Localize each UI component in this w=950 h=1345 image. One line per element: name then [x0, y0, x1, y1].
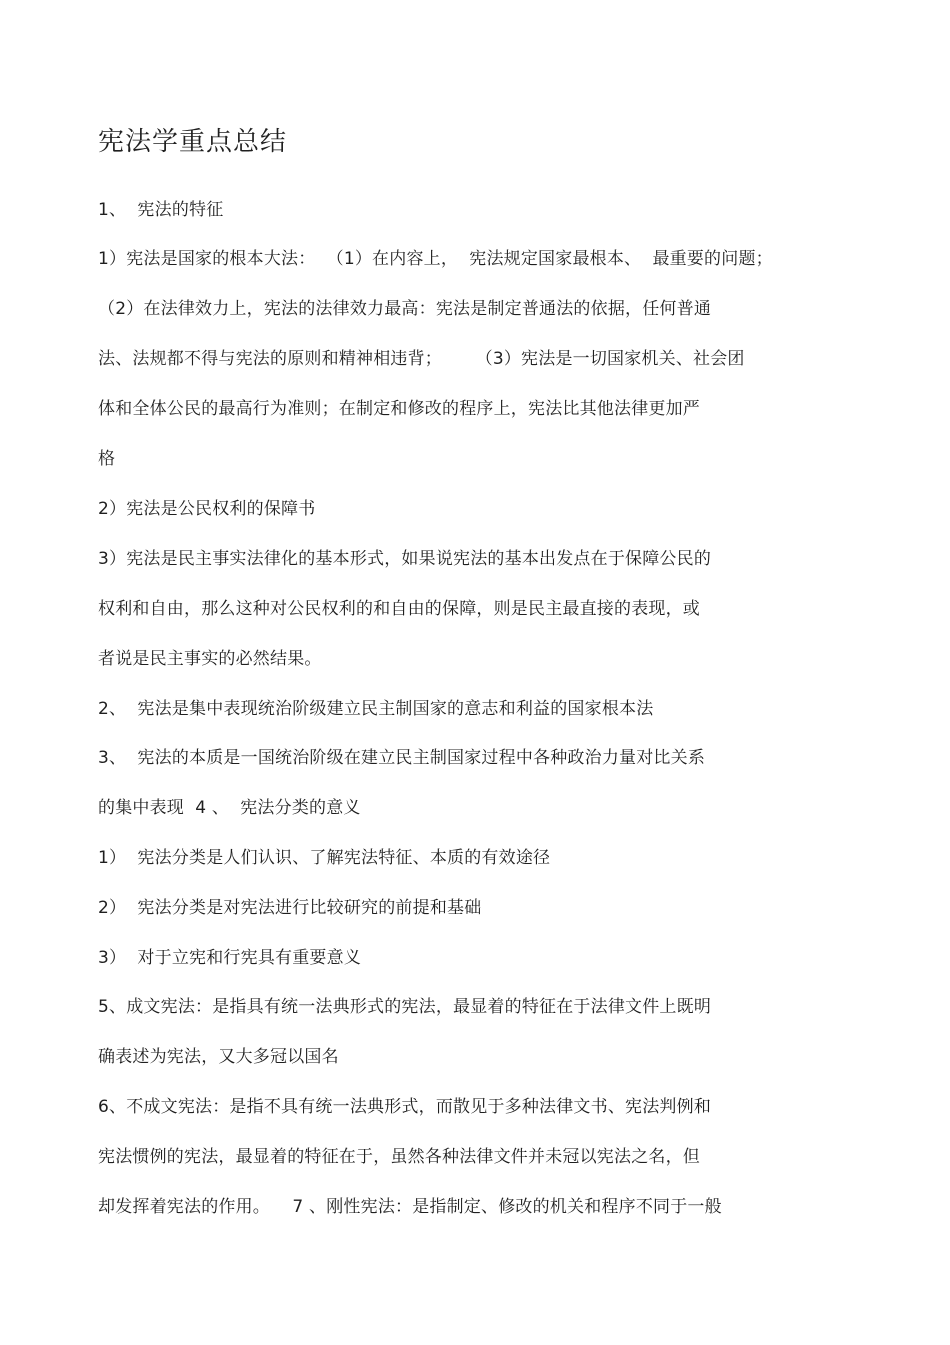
text-line-2: 1）宪法是国家的根本大法： （1）在内容上， 宪法规定国家最根本、 最重要的问题；	[98, 249, 773, 269]
text-line-21: 却发挥着宪法的作用。 7 、刚性宪法：是指制定、修改的机关和程序不同于一般	[98, 1197, 722, 1217]
text-line-12: 3、 宪法的本质是一国统治阶级在建立民主制国家过程中各种政治力量对比关系	[98, 748, 706, 768]
text-line-1: 1、 宪法的特征	[98, 200, 224, 220]
text-line-17: 5、成文宪法：是指具有统一法典形式的宪法，最显着的特征在于法律文件上既明	[98, 997, 712, 1017]
document-title: 宪法学重点总结	[98, 127, 288, 157]
text-line-19: 6、不成文宪法：是指不具有统一法典形式，而散见于多种法律文书、宪法判例和	[98, 1097, 712, 1117]
text-line-15: 2） 宪法分类是对宪法进行比较研究的前提和基础	[98, 898, 482, 918]
text-line-14: 1） 宪法分类是人们认识、了解宪法特征、本质的有效途径	[98, 848, 551, 868]
text-line-8: 3）宪法是民主事实法律化的基本形式，如果说宪法的基本出发点在于保障公民的	[98, 549, 712, 569]
text-line-4: 法、法规都不得与宪法的原则和精神相违背； （3）宪法是一切国家机关、社会团	[98, 349, 745, 369]
text-line-5: 体和全体公民的最高行为准则；在制定和修改的程序上，宪法比其他法律更加严	[98, 399, 700, 419]
text-line-18: 确表述为宪法，又大多冠以国名	[98, 1047, 339, 1067]
text-line-7: 2）宪法是公民权利的保障书	[98, 499, 316, 519]
text-line-3: （2）在法律效力上，宪法的法律效力最高：宪法是制定普通法的依据，任何普通	[98, 299, 712, 319]
text-line-11: 2、 宪法是集中表现统治阶级建立民主制国家的意志和利益的国家根本法	[98, 699, 654, 719]
text-line-16: 3） 对于立宪和行宪具有重要意义	[98, 948, 362, 968]
text-line-6: 格	[98, 449, 116, 469]
text-line-20: 宪法惯例的宪法，最显着的特征在于，虽然各种法律文件并未冠以宪法之名，但	[98, 1147, 700, 1167]
text-line-13: 的集中表现 4 、 宪法分类的意义	[98, 798, 361, 818]
text-line-10: 者说是民主事实的必然结果。	[98, 649, 322, 669]
text-line-9: 权利和自由，那么这种对公民权利的和自由的保障，则是民主最直接的表现，或	[98, 599, 700, 619]
